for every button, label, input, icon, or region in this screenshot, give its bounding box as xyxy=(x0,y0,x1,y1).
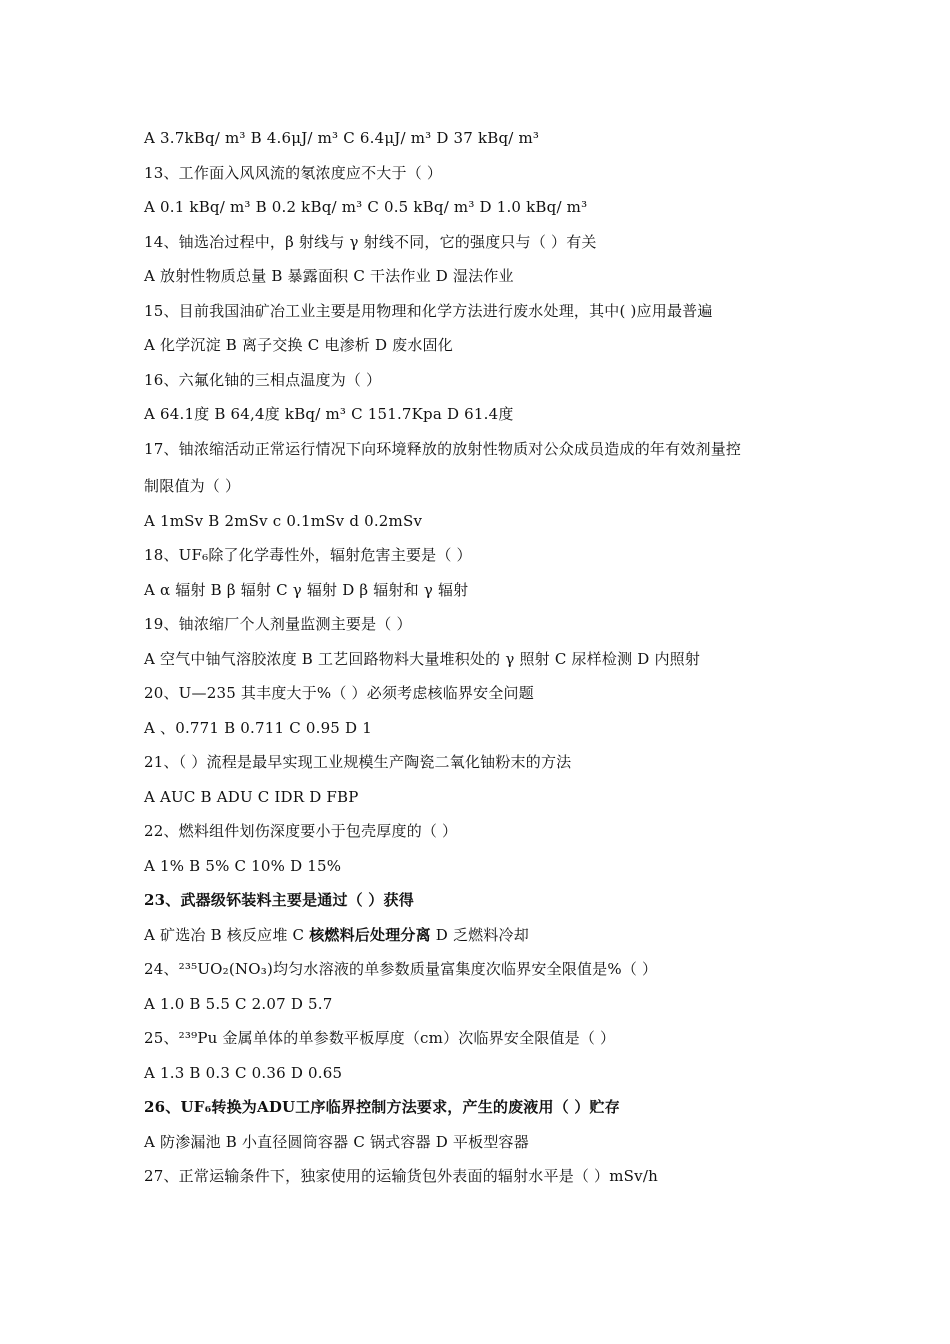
line-options-12: A 3.7kBq/ m³ B 4.6μJ/ m³ C 6.4μJ/ m³ D 37 kBq/ m³ xyxy=(144,129,540,147)
line-options-26: A 防渗漏池 B 小直径圆筒容器 C 锅式容器 D 平板型容器 xyxy=(144,1133,529,1151)
question-21: 21、（ ）流程是最早实现工业规模生产陶瓷二氧化铀粉末的方法 xyxy=(144,753,572,771)
options-23-answer: 核燃料后处理分离 xyxy=(309,926,431,944)
line-options-24: A 1.0 B 5.5 C 2.07 D 5.7 xyxy=(144,995,333,1013)
line-options-22: A 1% B 5% C 10% D 15% xyxy=(144,857,342,875)
question-15: 15、目前我国油矿冶工业主要是用物理和化学方法进行废水处理，其中( )应用最普遍 xyxy=(144,302,713,320)
question-19: 19、铀浓缩厂个人剂量监测主要是（ ） xyxy=(144,615,412,633)
line-options-16: A 64.1度 B 64,4度 kBq/ m³ C 151.7Kpa D 61.4度 xyxy=(144,405,514,423)
line-options-17: A 1mSv B 2mSv c 0.1mSv d 0.2mSv xyxy=(144,512,423,530)
question-14: 14、铀选冶过程中，β 射线与 γ 射线不同，它的强度只与（ ）有关 xyxy=(144,233,597,251)
question-23: 23、武器级钚装料主要是通过（ ）获得 xyxy=(144,891,414,909)
line-options-14: A 放射性物质总量 B 暴露面积 C 干法作业 D 湿法作业 xyxy=(144,267,514,285)
line-options-25: A 1.3 B 0.3 C 0.36 D 0.65 xyxy=(144,1064,343,1082)
question-27: 27、正常运输条件下，独家使用的运输货包外表面的辐射水平是（ ）mSv/h xyxy=(144,1167,658,1185)
line-options-18: A α 辐射 B β 辐射 C γ 辐射 D β 辐射和 γ 辐射 xyxy=(144,581,469,599)
question-24: 24、²³⁵UO₂(NO₃)均匀水溶液的单参数质量富集度次临界安全限值是%（ ） xyxy=(144,960,658,978)
question-26: 26、UF₆转换为ADU工序临界控制方法要求，产生的废液用（ ）贮存 xyxy=(144,1098,620,1116)
options-23-part-1: A 矿选冶 B 核反应堆 C xyxy=(144,926,310,944)
line-options-15: A 化学沉淀 B 离子交换 C 电渗析 D 废水固化 xyxy=(144,336,453,354)
question-22: 22、燃料组件划伤深度要小于包壳厚度的（ ） xyxy=(144,822,458,840)
question-17-line-1: 17、铀浓缩活动正常运行情况下向环境释放的放射性物质对公众成员造成的年有效剂量控 xyxy=(144,440,742,458)
question-20: 20、U—235 其丰度大于%（ ）必须考虑核临界安全问题 xyxy=(144,684,534,702)
line-options-21: A AUC B ADU C IDR D FBP xyxy=(144,788,359,806)
question-25: 25、²³⁹Pu 金属单体的单参数平板厚度（cm）次临界安全限值是（ ） xyxy=(144,1029,616,1047)
question-16: 16、六氟化铀的三相点温度为（ ） xyxy=(144,371,382,389)
line-options-20: A 、0.771 B 0.711 C 0.95 D 1 xyxy=(144,719,372,737)
line-options-23 xyxy=(144,925,890,945)
line-options-13: A 0.1 kBq/ m³ B 0.2 kBq/ m³ C 0.5 kBq/ m³ D 1.0 kBq/ m³ xyxy=(144,198,588,216)
line-options-19: A 空气中铀气溶胶浓度 B 工艺回路物料大量堆积处的 γ 照射 C 尿样检测 D 内照射 xyxy=(144,650,701,668)
question-17-line-2: 制限值为（ ） xyxy=(144,477,241,495)
question-13: 13、工作面入风风流的氡浓度应不大于（ ） xyxy=(144,164,443,182)
question-18: 18、UF₆除了化学毒性外，辐射危害主要是（ ） xyxy=(144,546,472,564)
options-23-part-2: D 乏燃料冷却 xyxy=(430,926,529,944)
